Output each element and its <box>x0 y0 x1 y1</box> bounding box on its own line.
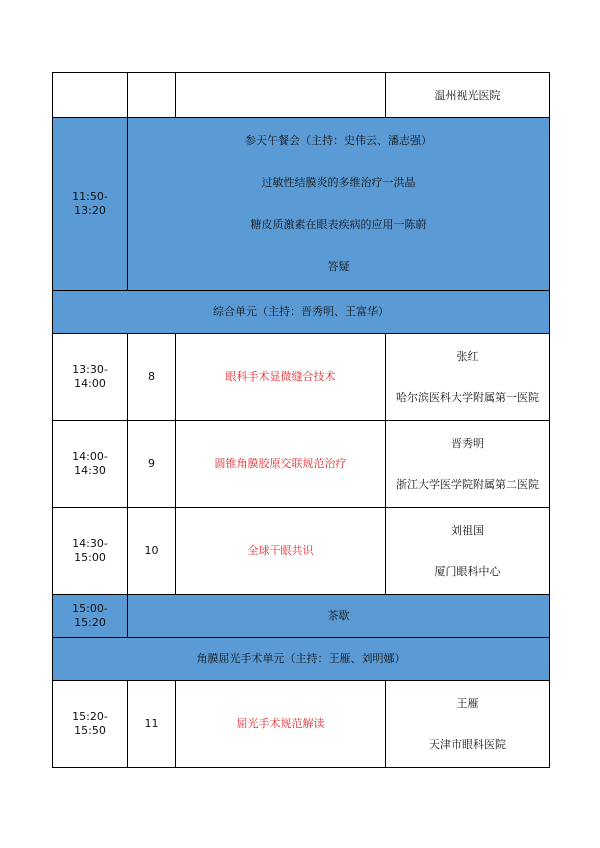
topic-cell: 屈光手术规范解读 <box>176 681 386 768</box>
number-cell: 11 <box>128 681 176 768</box>
time-cell: 15:00-15:20 <box>53 595 128 638</box>
session-title: 综合单元（主持：晋秀明、王富华） <box>53 291 550 334</box>
speaker-affiliation: 厦门眼科中心 <box>434 564 501 578</box>
speaker-name: 张红 <box>456 349 479 363</box>
time-cell: 11:50-13:20 <box>53 118 128 291</box>
number-cell: 9 <box>128 421 176 508</box>
number-cell <box>128 73 176 118</box>
schedule-table <box>52 72 550 768</box>
talk-row <box>53 334 550 421</box>
topic-cell <box>176 73 386 118</box>
number-cell: 10 <box>128 508 176 595</box>
break-label: 茶歇 <box>128 595 550 638</box>
lunch-title: 参天午餐会（主持：史伟云、潘志强） <box>245 134 432 147</box>
speaker-affiliation: 哈尔滨医科大学附属第一医院 <box>396 390 539 404</box>
topic-cell: 全球干眼共识 <box>176 508 386 595</box>
speaker-cell <box>386 508 550 595</box>
speaker-name: 刘祖国 <box>451 523 484 537</box>
speaker-name: 晋秀明 <box>451 436 484 450</box>
lunch-details <box>128 118 550 291</box>
time-cell: 14:00-14:30 <box>53 421 128 508</box>
session-title: 角膜屈光手术单元（主持：王雁、刘明娜） <box>53 638 550 681</box>
time-cell <box>53 73 128 118</box>
speaker-cell <box>386 73 550 118</box>
lunch-talk-1: 过敏性结膜炎的多维治疗一洪晶 <box>261 176 416 189</box>
lunch-talk-2: 糖皮质激素在眼表疾病的应用一陈蔚 <box>250 218 427 231</box>
talk-row <box>53 508 550 595</box>
session-header-row <box>53 291 550 334</box>
speaker-cell <box>386 681 550 768</box>
speaker-affiliation: 浙江大学医学院附属第二医院 <box>396 477 539 491</box>
speaker-affiliation: 温州视光医院 <box>434 89 501 102</box>
speaker-cell <box>386 421 550 508</box>
time-cell: 15:20-15:50 <box>53 681 128 768</box>
speaker-name: 王雁 <box>456 696 479 710</box>
speaker-cell <box>386 334 550 421</box>
speaker-affiliation: 天津市眼科医院 <box>429 737 506 751</box>
talk-row <box>53 681 550 768</box>
topic-cell: 圆锥角膜胶原交联规范治疗 <box>176 421 386 508</box>
continuation-row <box>53 73 550 118</box>
time-cell: 13:30-14:00 <box>53 334 128 421</box>
talk-row <box>53 421 550 508</box>
session-header-row <box>53 638 550 681</box>
number-cell: 8 <box>128 334 176 421</box>
lunch-row <box>53 118 550 291</box>
lunch-qa: 答疑 <box>327 260 350 273</box>
time-cell: 14:30-15:00 <box>53 508 128 595</box>
topic-cell: 眼科手术显微缝合技术 <box>176 334 386 421</box>
break-row <box>53 595 550 638</box>
